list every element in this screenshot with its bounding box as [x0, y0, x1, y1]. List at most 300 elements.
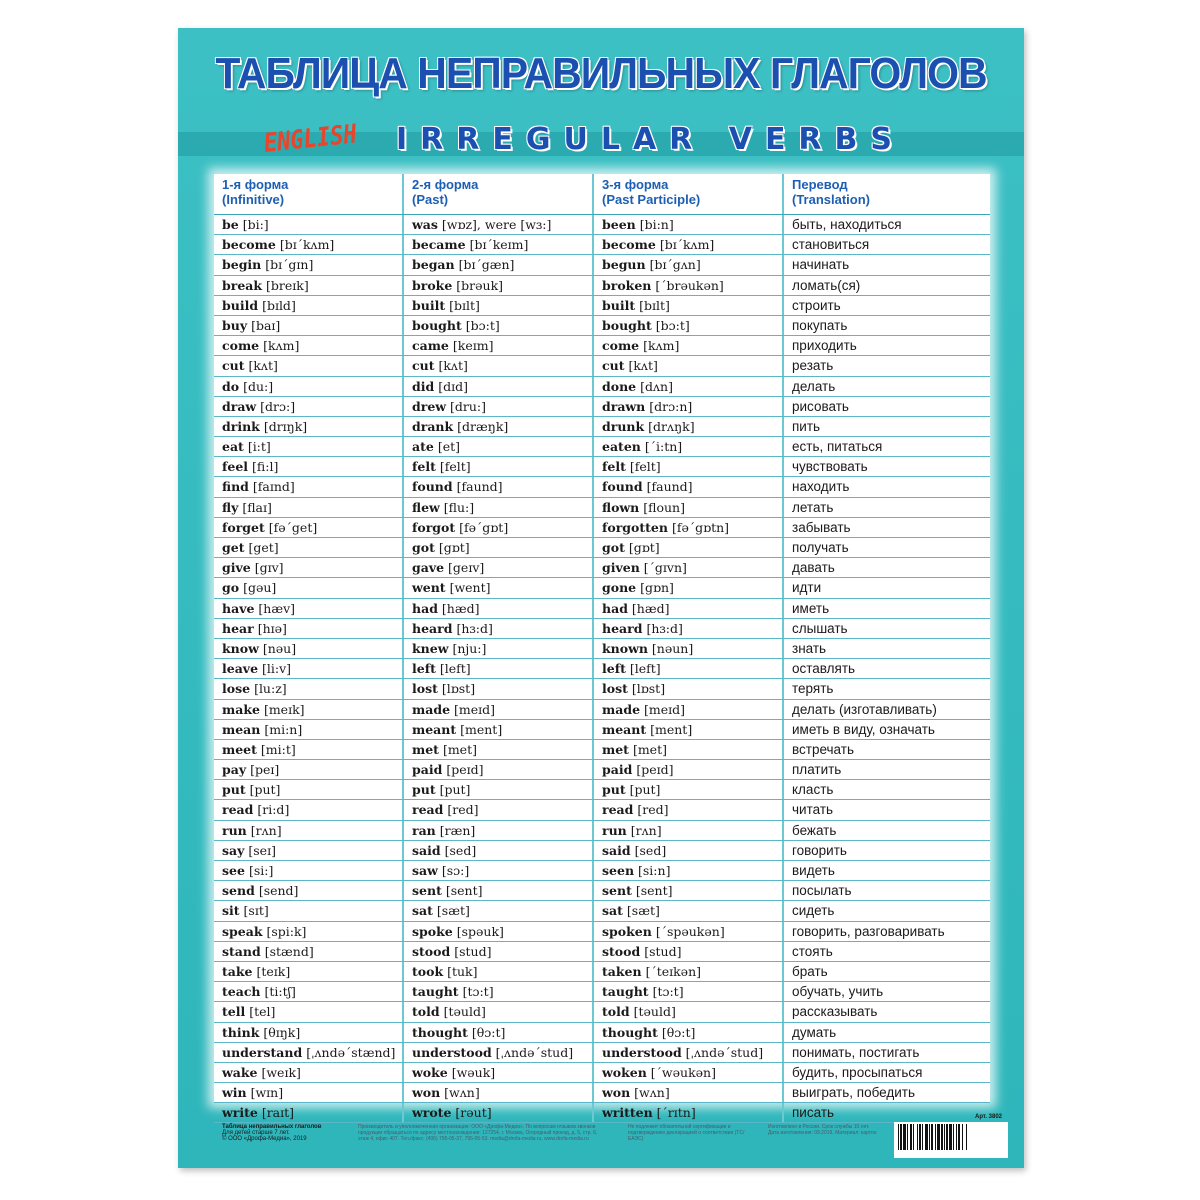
- participle-cell: [594, 397, 784, 416]
- translation-cell: летать: [792, 499, 834, 515]
- participle-cell: [594, 1023, 784, 1042]
- past-cell: [404, 982, 594, 1001]
- past-cell: [404, 700, 594, 719]
- verb-form: was: [412, 217, 438, 232]
- participle-cell: [594, 1063, 784, 1082]
- transcription: [tuk]: [447, 963, 478, 979]
- verb-form: had: [412, 600, 438, 616]
- translation-cell: делать: [792, 378, 836, 394]
- verb-form: won: [602, 1085, 631, 1101]
- transcription: [wʌn]: [634, 1085, 670, 1101]
- table-row: [214, 498, 990, 518]
- verb-form: said: [602, 842, 631, 858]
- footer-product-age: Для детей старше 7 лет.: [222, 1130, 290, 1136]
- verb-form: speak: [222, 923, 263, 939]
- transcription: [hɪə]: [257, 620, 287, 636]
- infinitive-cell: [214, 235, 404, 254]
- past-cell: [404, 599, 594, 618]
- infinitive-cell: [214, 861, 404, 880]
- barcode-bar: [958, 1124, 960, 1150]
- verb-form: begin: [222, 257, 262, 273]
- barcode: [894, 1122, 1008, 1158]
- past-cell: [404, 235, 594, 254]
- verb-form: go: [222, 580, 240, 596]
- transcription: [bɪ´gʌn]: [649, 257, 701, 273]
- footer-manufacturer: Производитель и уполномоченная организация: ООО «Дрофа-Медиа». По вопросам отзывов звонков продукции обращаться по адресу местонахождения: 127254, г. Москва, Огородный проезд, д. 5, стр. 6, этаж 4, офис 407. Тел./факс: (495) 795-05-37, 795-05-53. media@drofa-media.ru, www.drofa-media.ru: [358, 1124, 598, 1142]
- header-translation: [784, 174, 990, 214]
- past-cell: [404, 558, 594, 577]
- verb-form: became: [412, 237, 466, 253]
- translation-cell: рисовать: [792, 398, 849, 414]
- transcription: [bi:n]: [639, 217, 674, 232]
- transcription: [teɪk]: [256, 963, 291, 979]
- verb-form: ate: [412, 439, 434, 455]
- table-row: [214, 599, 990, 619]
- verb-form: put: [222, 782, 246, 798]
- transcription: [nju:]: [452, 640, 487, 656]
- verb-form: spoke: [412, 923, 453, 939]
- transcription: [rʌn]: [630, 822, 662, 838]
- transcription: [red]: [637, 802, 669, 818]
- verb-form: built: [412, 297, 446, 313]
- translation-cell: приходить: [792, 338, 857, 354]
- translation-cell: слышать: [792, 620, 848, 636]
- table-row: [214, 417, 990, 437]
- verb-form: build: [222, 297, 259, 313]
- transcription: [bɪlt]: [639, 297, 670, 313]
- participle-cell: [594, 377, 784, 396]
- transcription: [breɪk]: [266, 277, 309, 293]
- transcription: [wəuk]: [451, 1064, 496, 1080]
- transcription: [brəuk]: [456, 277, 504, 293]
- verb-form: do: [222, 378, 240, 394]
- transcription: [ˌʌndə´stænd]: [306, 1044, 396, 1060]
- verb-form: forgotten: [602, 519, 668, 535]
- infinitive-cell: [214, 881, 404, 900]
- verb-form: send: [222, 883, 255, 899]
- translation-cell: идти: [792, 580, 822, 596]
- verb-form: built: [602, 297, 636, 313]
- verb-form: stand: [222, 943, 261, 959]
- verb-form: took: [412, 963, 444, 979]
- verb-form: drawn: [602, 398, 646, 414]
- barcode-bar: [953, 1124, 954, 1150]
- verb-form: said: [412, 842, 441, 858]
- participle-cell: [594, 942, 784, 961]
- participle-cell: [594, 1083, 784, 1102]
- transcription: [rʌn]: [250, 822, 282, 838]
- transcription: [bɪld]: [262, 297, 296, 313]
- header-line1: 3-я форма: [602, 177, 669, 192]
- table-row: [214, 477, 990, 497]
- transcription: [raɪt]: [261, 1105, 295, 1121]
- header-line1: Перевод: [792, 177, 848, 192]
- table-row: [214, 235, 990, 255]
- verb-form: woken: [602, 1064, 647, 1080]
- transcription: [sæt]: [436, 903, 470, 919]
- past-cell: [404, 780, 594, 799]
- past-cell: [404, 922, 594, 941]
- translation-cell: встречать: [792, 741, 854, 757]
- table-row: [214, 578, 990, 598]
- infinitive-cell: [214, 356, 404, 375]
- verb-form: broke: [412, 277, 453, 293]
- transcription: [təuld]: [443, 1004, 486, 1020]
- verb-form: find: [222, 479, 249, 495]
- past-cell: [404, 538, 594, 557]
- transcription: [sæt]: [626, 903, 660, 919]
- verb-form: see: [222, 863, 245, 878]
- verb-form: flew: [412, 499, 440, 515]
- table-row: [214, 821, 990, 841]
- verb-form: cut: [602, 358, 625, 374]
- verb-form: sent: [412, 883, 442, 899]
- transcription: [nəun]: [651, 640, 694, 656]
- past-cell: [404, 276, 594, 295]
- header-line1: 1-я форма: [222, 177, 289, 192]
- header-line2: (Past): [412, 192, 449, 207]
- participle-cell: [594, 982, 784, 1001]
- verb-form: put: [602, 782, 626, 798]
- infinitive-cell: [214, 255, 404, 274]
- transcription: [ri:d]: [257, 802, 290, 818]
- infinitive-cell: [214, 498, 404, 517]
- participle-cell: [594, 417, 784, 436]
- translation-cell: строить: [792, 297, 841, 313]
- verb-form: meet: [222, 741, 257, 757]
- verb-form: forget: [222, 519, 265, 535]
- verb-form: found: [602, 479, 643, 495]
- header-past: [404, 174, 594, 214]
- infinitive-cell: [214, 639, 404, 658]
- transcription: [ˌʌndə´stud]: [685, 1044, 764, 1060]
- table-row: [214, 1083, 990, 1103]
- barcode-bar: [962, 1124, 963, 1150]
- verb-form: think: [222, 1024, 260, 1040]
- participle-cell: [594, 679, 784, 698]
- translation-cell: сидеть: [792, 903, 835, 919]
- transcription: [wʌn]: [444, 1085, 480, 1101]
- barcode-bar: [922, 1124, 923, 1150]
- transcription: [kʌt]: [438, 358, 468, 374]
- past-cell: [404, 377, 594, 396]
- transcription: [θɔ:t]: [661, 1024, 696, 1040]
- verb-form: drew: [412, 398, 447, 414]
- past-cell: [404, 215, 594, 234]
- header-past-participle: [594, 174, 784, 214]
- verb-form: come: [222, 338, 260, 354]
- table-row: [214, 922, 990, 942]
- header-line2: (Past Participle): [602, 192, 701, 207]
- past-cell: [404, 457, 594, 476]
- past-cell: [404, 1083, 594, 1102]
- verb-form: left: [412, 661, 436, 677]
- past-cell: [404, 1002, 594, 1021]
- participle-cell: [594, 800, 784, 819]
- table-row: [214, 760, 990, 780]
- barcode-bar: [907, 1124, 908, 1150]
- verb-form: told: [412, 1004, 440, 1020]
- past-cell: [404, 1043, 594, 1062]
- translation-cell: будить, просыпаться: [792, 1064, 923, 1080]
- verb-form: fly: [222, 499, 239, 515]
- infinitive-cell: [214, 296, 404, 315]
- verb-form: run: [602, 822, 627, 838]
- table-row: [214, 881, 990, 901]
- transcription: [θɪŋk]: [263, 1024, 301, 1040]
- verb-form: heard: [602, 620, 643, 636]
- translation-cell: видеть: [792, 863, 835, 878]
- transcription: [fə´gɒt]: [459, 519, 509, 535]
- table-row: [214, 1023, 990, 1043]
- table-row: [214, 538, 990, 558]
- verb-form: read: [222, 802, 254, 818]
- participle-cell: [594, 760, 784, 779]
- verb-form: leave: [222, 661, 259, 677]
- table-row: [214, 296, 990, 316]
- header-line2: (Translation): [792, 192, 871, 207]
- transcription: [meɪd]: [644, 701, 686, 717]
- transcription: [peɪd]: [636, 762, 674, 778]
- barcode-bar: [949, 1124, 952, 1150]
- table-row: [214, 942, 990, 962]
- translation-cell: покупать: [792, 317, 848, 333]
- infinitive-cell: [214, 457, 404, 476]
- barcode-bar: [919, 1124, 921, 1150]
- transcription: [hɜ:d]: [456, 620, 493, 636]
- translation-cell: начинать: [792, 257, 850, 273]
- transcription: [´spəukən]: [655, 923, 725, 939]
- table-row: [214, 336, 990, 356]
- barcode-bar: [929, 1124, 930, 1150]
- verb-form: begun: [602, 257, 646, 273]
- transcription: [left]: [439, 661, 471, 677]
- transcription: [felt]: [629, 459, 661, 475]
- transcription: [kʌm]: [263, 338, 300, 354]
- infinitive-cell: [214, 800, 404, 819]
- verb-form: known: [602, 640, 648, 656]
- table-row: [214, 276, 990, 296]
- translation-cell: иметь: [792, 600, 830, 616]
- infinitive-cell: [214, 901, 404, 920]
- transcription: [gɪv]: [254, 560, 284, 576]
- infinitive-cell: [214, 962, 404, 981]
- transcription: [felt]: [439, 459, 471, 475]
- transcription: [sɔ:]: [441, 863, 470, 878]
- transcription: [flu:]: [443, 499, 475, 515]
- transcription: [fə´get]: [268, 519, 318, 535]
- transcription: [sɪt]: [243, 903, 269, 919]
- transcription: [geɪv]: [448, 560, 485, 576]
- transcription: [gɒt]: [628, 540, 660, 555]
- transcription: [et]: [437, 439, 460, 455]
- verb-form: made: [412, 701, 451, 717]
- past-cell: [404, 619, 594, 638]
- translation-cell: знать: [792, 640, 827, 656]
- verb-form: wrote: [412, 1105, 452, 1121]
- barcode-bar: [966, 1124, 967, 1150]
- table-row: [214, 800, 990, 820]
- past-cell: [404, 336, 594, 355]
- verb-form: flown: [602, 499, 640, 515]
- past-cell: [404, 437, 594, 456]
- translation-cell: платить: [792, 762, 842, 778]
- verb-form: cut: [412, 358, 435, 374]
- transcription: [dʌn]: [640, 378, 673, 394]
- past-cell: [404, 901, 594, 920]
- verb-form: pay: [222, 762, 247, 778]
- verb-form: wake: [222, 1064, 258, 1080]
- infinitive-cell: [214, 377, 404, 396]
- verb-form: saw: [412, 863, 438, 878]
- participle-cell: [594, 498, 784, 517]
- transcription: [send]: [258, 883, 299, 899]
- infinitive-cell: [214, 558, 404, 577]
- participle-cell: [594, 700, 784, 719]
- verb-form: gave: [412, 560, 445, 576]
- translation-cell: обучать, учить: [792, 984, 884, 1000]
- transcription: [weɪk]: [261, 1064, 301, 1080]
- transcription: [faɪnd]: [252, 479, 295, 495]
- participle-cell: [594, 477, 784, 496]
- transcription: [bɪ´keɪm]: [469, 237, 529, 253]
- infinitive-cell: [214, 578, 404, 597]
- transcription: [bɪ´kʌm]: [659, 237, 715, 253]
- table-row: [214, 861, 990, 881]
- barcode-bar: [956, 1124, 957, 1150]
- barcode-bar: [898, 1124, 899, 1150]
- verb-form: read: [412, 802, 444, 818]
- verb-form: eaten: [602, 439, 641, 455]
- past-cell: [404, 639, 594, 658]
- barcode-bar: [944, 1124, 945, 1150]
- participle-cell: [594, 558, 784, 577]
- transcription: [bi:]: [242, 217, 269, 232]
- footer-product-title: Таблица неправильных глаголов: [222, 1124, 322, 1130]
- participle-cell: [594, 518, 784, 537]
- participle-cell: [594, 1043, 784, 1062]
- table-row: [214, 558, 990, 578]
- verb-form: won: [412, 1085, 441, 1101]
- verb-form: sit: [222, 903, 240, 919]
- transcription: [sent]: [445, 883, 483, 899]
- translation-cell: пить: [792, 418, 821, 434]
- participle-cell: [594, 881, 784, 900]
- translation-cell: посылать: [792, 883, 852, 899]
- poster-footer: [178, 1114, 1024, 1168]
- transcription: [floun]: [643, 499, 685, 515]
- verb-form: lose: [222, 681, 251, 697]
- table-row: [214, 397, 990, 417]
- verb-form: found: [412, 479, 453, 495]
- transcription: [sed]: [634, 842, 667, 858]
- past-cell: [404, 1063, 594, 1082]
- verb-form: know: [222, 640, 259, 656]
- infinitive-cell: [214, 821, 404, 840]
- verb-form: lost: [602, 681, 628, 697]
- transcription: [du:]: [243, 378, 274, 394]
- footer-made-in: Изготовлено в России. Срок службы 10 лет. Дата изготовления: 09.2019. Материал: картон: [768, 1124, 877, 1136]
- transcription: [spi:k]: [266, 923, 307, 939]
- verb-form: break: [222, 277, 263, 293]
- verb-form: sat: [412, 903, 433, 919]
- transcription: [flaɪ]: [242, 499, 272, 515]
- verb-form: heard: [412, 620, 453, 636]
- transcription: [stud]: [644, 943, 682, 959]
- translation-cell: иметь в виду, означать: [792, 721, 935, 737]
- transcription: [kʌt]: [248, 358, 278, 374]
- verb-form: came: [412, 338, 449, 354]
- verb-form: spoken: [602, 923, 652, 939]
- past-cell: [404, 316, 594, 335]
- past-cell: [404, 821, 594, 840]
- translation-cell: чувствовать: [792, 459, 868, 475]
- transcription: [´wəukən]: [650, 1064, 716, 1080]
- table-row: [214, 215, 990, 235]
- verb-form: had: [602, 600, 628, 616]
- verb-form: say: [222, 842, 245, 858]
- table-row: [214, 659, 990, 679]
- transcription: [drʌŋk]: [648, 418, 695, 434]
- participle-cell: [594, 296, 784, 315]
- verb-form: felt: [602, 459, 626, 475]
- verb-form: written: [602, 1105, 653, 1121]
- verb-form: meant: [602, 721, 647, 737]
- transcription: [dɪd]: [438, 378, 468, 394]
- past-cell: [404, 861, 594, 880]
- translation-cell: оставлять: [792, 661, 856, 677]
- verb-form: become: [602, 237, 656, 253]
- transcription: [spəuk]: [456, 923, 504, 939]
- past-cell: [404, 841, 594, 860]
- verb-form: tell: [222, 1004, 246, 1020]
- verb-form: thought: [412, 1024, 468, 1040]
- transcription: [drɔ:n]: [649, 398, 693, 414]
- transcription: [stænd]: [264, 943, 314, 959]
- header-line2: (Infinitive): [222, 192, 285, 207]
- participle-cell: [594, 901, 784, 920]
- past-cell: [404, 659, 594, 678]
- transcription: [bɪlt]: [449, 297, 480, 313]
- verb-form: paid: [602, 762, 633, 778]
- infinitive-cell: [214, 700, 404, 719]
- table-row: [214, 679, 990, 699]
- translation-cell: есть, питаться: [792, 439, 883, 455]
- verb-form: cut: [222, 358, 245, 374]
- table-row: [214, 700, 990, 720]
- verb-form: come: [602, 338, 640, 354]
- verb-form: meant: [412, 721, 457, 737]
- past-cell: [404, 962, 594, 981]
- verb-form: bought: [412, 317, 462, 333]
- past-cell: [404, 518, 594, 537]
- transcription: [red]: [447, 802, 479, 818]
- infinitive-cell: [214, 1083, 404, 1102]
- infinitive-cell: [214, 942, 404, 961]
- table-row: [214, 377, 990, 397]
- translation-cell: резать: [792, 358, 834, 374]
- translation-cell: ломать(ся): [792, 277, 861, 293]
- verb-form: made: [602, 701, 641, 717]
- transcription: [tɔ:t]: [652, 984, 684, 1000]
- transcription: [bɔ:t]: [655, 317, 690, 333]
- transcription: [i:t]: [247, 439, 271, 455]
- table-header: [214, 174, 990, 215]
- transcription: [kʌm]: [643, 338, 680, 354]
- participle-cell: [594, 276, 784, 295]
- barcode-bar: [913, 1124, 914, 1150]
- verb-form: told: [602, 1004, 630, 1020]
